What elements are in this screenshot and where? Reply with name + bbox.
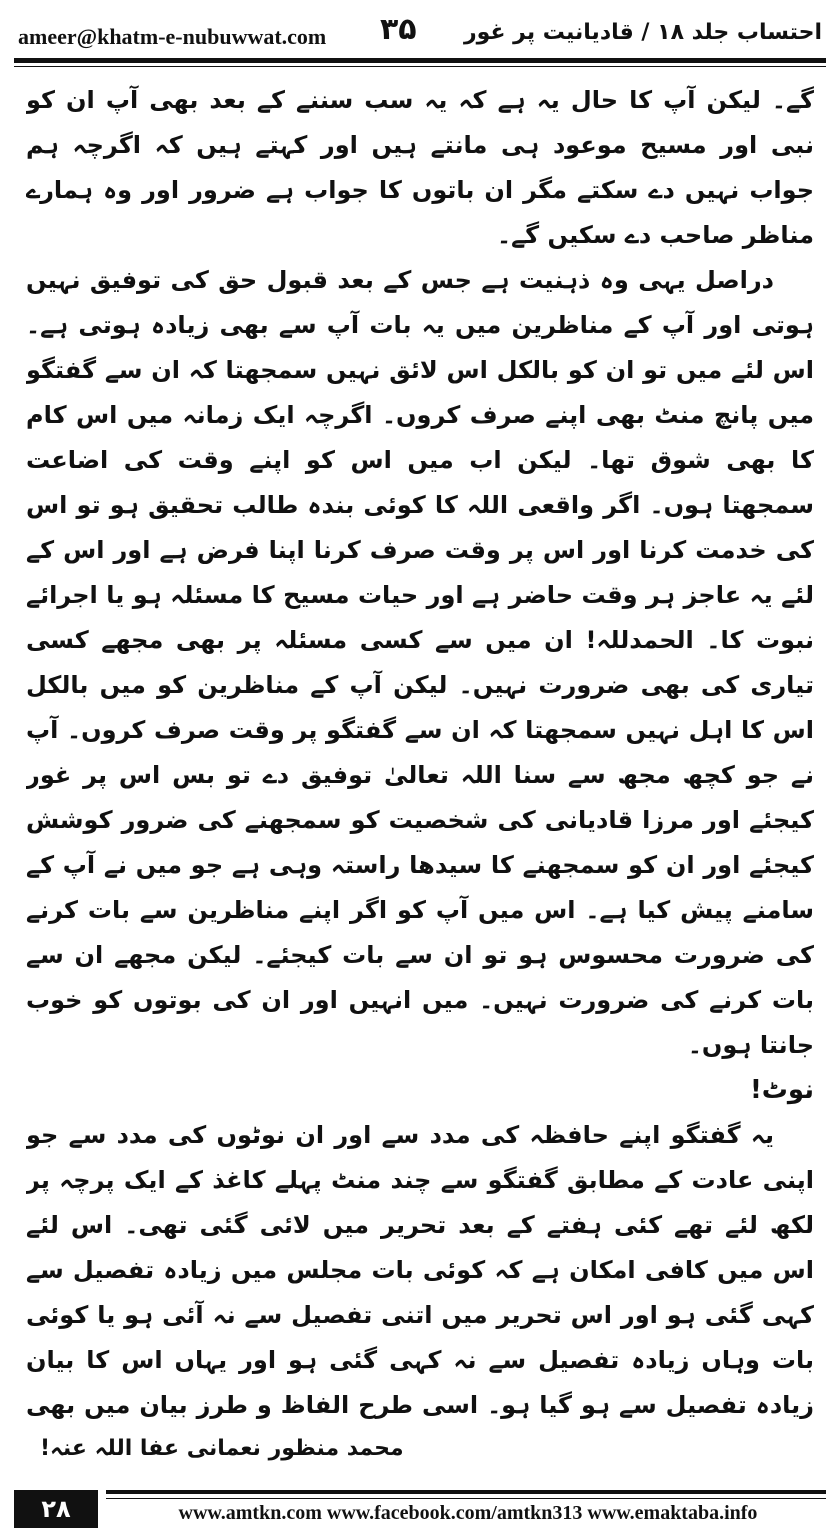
header-page-number: ۳۵ — [380, 12, 417, 47]
header-title: احتساب جلد ۱۸ / قادیانیت پر غور — [464, 20, 822, 45]
header-email: ameer@khatm-e-nubuwwat.com — [18, 24, 327, 49]
note-heading: نوٹ! — [749, 1075, 814, 1105]
paragraph-2: دراصل یہی وہ ذہنیت ہے جس کے بعد قبول حق کی توفیق نہیں ہوتی اور آپ کے مناظرین میں یہ بات آپ سے بھی زیادہ ہوتی ہے۔ اس لئے میں تو ان کو بالکل اس لائق نہیں سمجھتا کہ ان سے گفتگو میں پانچ منٹ بھی اپنے صرف کروں۔ اگرچہ ایک زمانہ میں اس کام کا بھی شوق تھا۔ لیکن اب میں اس کو اپنے وقت کی اضاعت سمجھتا ہوں۔ اگر واقعی اللہ کا کوئی بندہ طالب تحقیق ہو تو اس کی خدمت کرنا اور اس پر وقت صرف کرنا اپنا فرض ہے اور اس کے لئے یہ عاجز ہر وقت حاضر ہے اور حیات مسیح کا مسئلہ ہو یا اجرائے نبوت کا۔ الحمدللہ! ان میں سے کسی مسئلہ پر بھی مجھے کسی تیاری کی بھی ضرورت نہیں۔ لیکن آپ کے مناظرین کو میں بالکل اس کا اہل نہیں سمجھتا کہ ان سے گفتگو پر وقت صرف کروں۔ آپ نے جو کچھ مجھ سے سنا اللہ تعالیٰ توفیق دے تو بس اس پر غور کیجئے اور مرزا قادیانی کی شخصیت کو سمجھنے کی ضرور کوشش کیجئے اور ان کو سمجھنے کا سیدھا راستہ وہی ہے جو میں نے آپ کے سامنے پیش کیا ہے۔ اس میں آپ کو اگر اپنے مناظرین سے بات کرنے کی ضرورت محسوس ہو تو ان سے بات کیجئے۔ لیکن مجھے ان سے بات کرنے کی ضرورت نہیں۔ میں انہیں اور ان کی بوتوں کو خوب جانتا ہوں۔ — [26, 266, 814, 1059]
paragraph-1: گے۔ لیکن آپ کا حال یہ ہے کہ یہ سب سننے کے بعد بھی آپ ان کو نبی اور مسیح موعود ہی مانتے ہیں اور کہتے ہیں کہ اگرچہ ہم جواب نہیں دے سکتے مگر ان باتوں کا جواب ہے ضرور اور وہ ہمارے مناظر صاحب دے سکیں گے۔ — [26, 86, 814, 249]
page-footer — [14, 1490, 826, 1530]
signature: محمد منظور نعمانی عفا اللہ عنہ! — [40, 1436, 404, 1461]
page-header — [14, 6, 826, 56]
footer-rule-thick — [106, 1490, 826, 1494]
footer-page-number: ۲۸ — [14, 1490, 98, 1528]
header-rule-thin — [14, 66, 826, 67]
footer-links: www.amtkn.com www.facebook.com/amtkn313 www.emaktaba.info — [178, 1502, 758, 1524]
note-paragraph-1: یہ گفتگو اپنے حافظہ کی مدد سے اور ان نوٹوں کی مدد سے جو اپنی عادت کے مطابق گفتگو سے چند منٹ پہلے کاغذ کے ایک پرچہ پر لکھ لئے تھے کئی ہفتے کے بعد تحریر میں لائی گئی تھی۔ اس لئے اس میں کافی امکان ہے کہ کوئی بات مجلس میں زیادہ تفصیل سے کہی گئی ہو اور اس تحریر میں اتنی تفصیل سے نہ آئی ہو یا کوئی بات وہاں زیادہ تفصیل سے نہ کہی گئی ہو اور یہاں اس کا بیان زیادہ تفصیل سے ہو گیا ہو۔ اسی طرح الفاظ و طرز بیان میں بھی — [26, 1121, 814, 1419]
footer-rule-thin — [106, 1498, 826, 1499]
header-rule-thick — [14, 58, 826, 63]
body-text — [26, 78, 814, 1430]
